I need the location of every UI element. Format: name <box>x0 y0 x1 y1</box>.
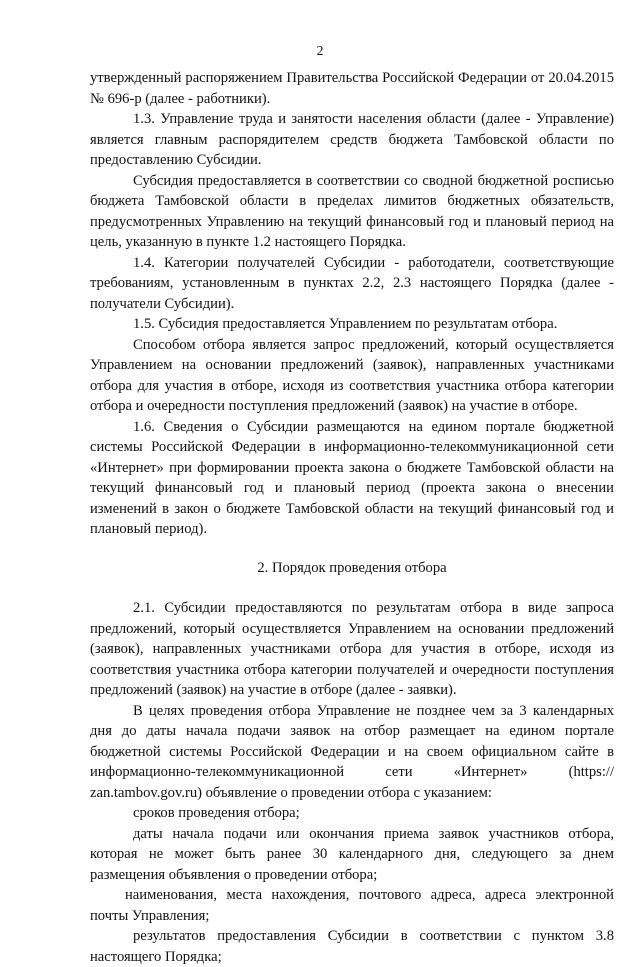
paragraph: Способом отбора является запрос предложений, который осуществляется Управлением на основании предложений (заявок), направленных участниками отбора для участия в отборе, исходя из соответствия участника отбора категории отбора и очередности поступления предложений (заявок) на участие в отборе. <box>90 336 614 414</box>
paragraph: 2.1. Субсидии предоставляются по результатам отбора в виде запроса предложений, который осуществляется Управлением на основании предложений (заявок), направленных участниками отбора для участия в отборе, исходя из соответствия участника отбора категории получателей и очередности поступления предложений (заявок) на участие в отборе (далее - заявки). <box>90 600 614 698</box>
document-body <box>90 68 614 967</box>
paragraph: 1.4. Категории получателей Субсидии - работодатели, соответствующие требованиям, установленным в пунктах 2.2, 2.3 настоящего Порядка (далее - получатели Субсидии). <box>90 254 614 312</box>
page-number: 2 <box>316 44 324 59</box>
paragraph: Субсидия предоставляется в соответствии со сводной бюджетной росписью бюджета Тамбовской области в пределах лимитов бюджетных обязательств, предусмотренных Управлению на текущий финансовый год и плановый период на цель, указанную в пункте 1.2 настоящего Порядка. <box>90 172 614 250</box>
paragraph: 1.5. Субсидия предоставляется Управлением по результатам отбора. <box>133 316 558 332</box>
list-item: даты начала подачи или окончания приема заявок участников отбора, которая не может быть ранее 30 календарного дня, следующего за днем размещения объявления о проведении отбора; <box>90 825 614 883</box>
paragraph: 1.6. Сведения о Субсидии размещаются на едином портале бюджетной системы Российской Федерации в информационно-телекоммуникационной сети «Интернет» при формировании проекта закона о бюджете Тамбовской области на текущий финансовый год и плановый период (проекта закона о внесении изменений в закон о бюджете Тамбовской области на текущий финансовый год и плановый период). <box>90 418 614 537</box>
list-item: сроков проведения отбора; <box>133 805 300 821</box>
section-heading: 2. Порядок проведения отбора <box>257 559 447 576</box>
list-item: наименования, места нахождения, почтового адреса, адреса электронной почты Управления; <box>90 887 614 924</box>
paragraph: 1.3. Управление труда и занятости населения области (далее - Управление) является главным распорядителем средств бюджета Тамбовской области по предоставлению Субсидии. <box>90 111 614 168</box>
paragraph: В целях проведения отбора Управление не позднее чем за 3 календарных дня до даты начала подачи заявок на отбор размещает на едином портале бюджетной системы Российской Федерации и на своем официальном сайте в информационно-телекоммуникационной сети «Интернет» (https:// zan.tambov.gov.ru) объявление о проведении отбора с указанием: <box>90 702 614 801</box>
paragraph: утвержденный распоряжением Правительства Российской Федерации от 20.04.2015 № 696-р (далее - работники). <box>90 70 614 107</box>
list-item: результатов предоставления Субсидии в соответствии с пунктом 3.8 настоящего Порядка; <box>90 928 614 965</box>
